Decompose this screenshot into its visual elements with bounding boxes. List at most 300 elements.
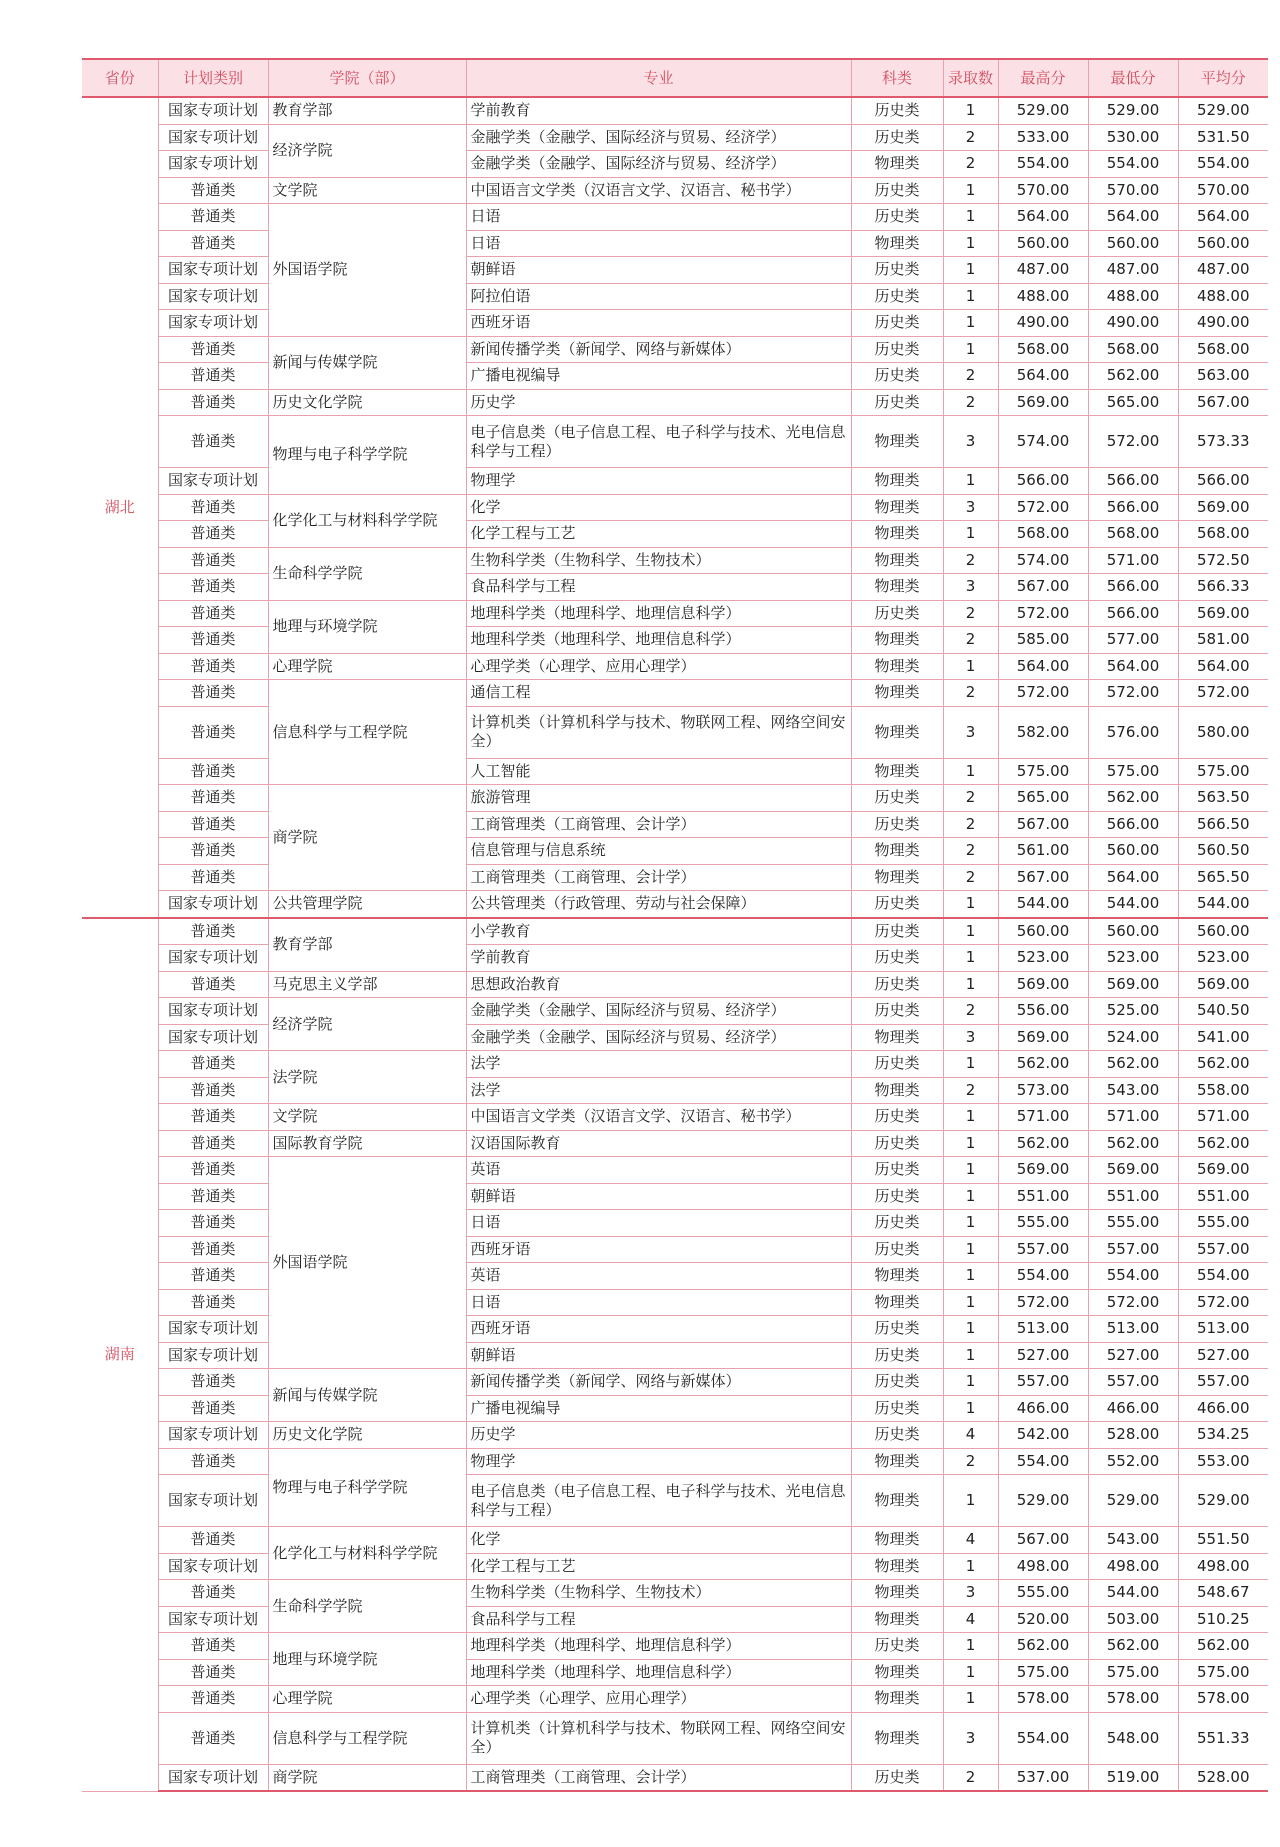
major-cell: 中国语言文学类（汉语言文学、汉语言、秘书学） [466,1104,851,1131]
max-score-cell: 569.00 [998,1024,1088,1051]
subject-cell: 历史类 [851,177,943,204]
count-cell: 1 [943,1342,998,1369]
plan-cell: 普通类 [158,521,268,548]
header-max: 最高分 [998,59,1088,97]
subject-cell: 物理类 [851,680,943,707]
max-score-cell: 561.00 [998,838,1088,865]
plan-cell: 普通类 [158,1580,268,1607]
table-row [82,1764,1268,1791]
subject-cell: 物理类 [851,653,943,680]
college-cell: 化学化工与材料科学学院 [268,1527,466,1580]
table-row [82,363,1268,390]
max-score-cell: 572.00 [998,494,1088,521]
major-cell: 食品科学与工程 [466,1606,851,1633]
college-cell: 心理学院 [268,653,466,680]
college-cell: 物理与电子科学学院 [268,1448,466,1527]
plan-cell: 国家专项计划 [158,1316,268,1343]
subject-cell: 历史类 [851,1369,943,1396]
min-score-cell: 564.00 [1088,204,1178,231]
major-cell: 历史学 [466,1422,851,1449]
max-score-cell: 562.00 [998,1130,1088,1157]
count-cell: 2 [943,151,998,178]
major-cell: 化学 [466,494,851,521]
min-score-cell: 578.00 [1088,1686,1178,1713]
min-score-cell: 566.00 [1088,811,1178,838]
count-cell: 1 [943,971,998,998]
avg-score-cell: 528.00 [1178,1764,1268,1791]
min-score-cell: 552.00 [1088,1448,1178,1475]
count-cell: 2 [943,785,998,812]
max-score-cell: 562.00 [998,1051,1088,1078]
count-cell: 2 [943,600,998,627]
major-cell: 历史学 [466,389,851,416]
subject-cell: 历史类 [851,97,943,124]
avg-score-cell: 554.00 [1178,1263,1268,1290]
subject-cell: 物理类 [851,627,943,654]
count-cell: 2 [943,1764,998,1791]
min-score-cell: 488.00 [1088,283,1178,310]
count-cell: 2 [943,680,998,707]
subject-cell: 历史类 [851,124,943,151]
count-cell: 1 [943,1236,998,1263]
subject-cell: 物理类 [851,1448,943,1475]
table-row [82,1157,1268,1184]
table-row [82,653,1268,680]
max-score-cell: 568.00 [998,521,1088,548]
min-score-cell: 527.00 [1088,1342,1178,1369]
plan-cell: 普通类 [158,1130,268,1157]
major-cell: 电子信息类（电子信息工程、电子科学与技术、光电信息科学与工程） [466,1475,851,1527]
major-cell: 学前教育 [466,97,851,124]
plan-cell: 普通类 [158,1157,268,1184]
max-score-cell: 554.00 [998,1263,1088,1290]
max-score-cell: 571.00 [998,1104,1088,1131]
min-score-cell: 569.00 [1088,971,1178,998]
count-cell: 1 [943,1475,998,1527]
count-cell: 1 [943,257,998,284]
min-score-cell: 530.00 [1088,124,1178,151]
plan-cell: 普通类 [158,1686,268,1713]
college-cell: 商学院 [268,785,466,891]
plan-cell: 普通类 [158,547,268,574]
count-cell: 2 [943,124,998,151]
plan-cell: 国家专项计划 [158,257,268,284]
count-cell: 1 [943,468,998,495]
major-cell: 西班牙语 [466,1236,851,1263]
subject-cell: 历史类 [851,1104,943,1131]
count-cell: 1 [943,1289,998,1316]
min-score-cell: 566.00 [1088,494,1178,521]
table-row [82,600,1268,627]
plan-cell: 国家专项计划 [158,310,268,337]
min-score-cell: 503.00 [1088,1606,1178,1633]
table-row [82,706,1268,758]
plan-cell: 国家专项计划 [158,468,268,495]
table-row [82,1448,1268,1475]
min-score-cell: 523.00 [1088,945,1178,972]
max-score-cell: 555.00 [998,1580,1088,1607]
min-score-cell: 555.00 [1088,1210,1178,1237]
plan-cell: 普通类 [158,1448,268,1475]
table-row [82,1686,1268,1713]
count-cell: 1 [943,310,998,337]
avg-score-cell: 564.00 [1178,204,1268,231]
subject-cell: 历史类 [851,204,943,231]
count-cell: 3 [943,574,998,601]
subject-cell: 物理类 [851,494,943,521]
table-row [82,1527,1268,1554]
avg-score-cell: 553.00 [1178,1448,1268,1475]
max-score-cell: 554.00 [998,1448,1088,1475]
table-row [82,1263,1268,1290]
min-score-cell: 569.00 [1088,1157,1178,1184]
plan-cell: 普通类 [158,758,268,785]
count-cell: 3 [943,494,998,521]
subject-cell: 历史类 [851,310,943,337]
subject-cell: 物理类 [851,1580,943,1607]
subject-cell: 物理类 [851,1659,943,1686]
avg-score-cell: 540.50 [1178,998,1268,1025]
table-row [82,1475,1268,1527]
major-cell: 日语 [466,1289,851,1316]
avg-score-cell: 581.00 [1178,627,1268,654]
plan-cell: 普通类 [158,204,268,231]
avg-score-cell: 554.00 [1178,151,1268,178]
count-cell: 1 [943,891,998,918]
plan-cell: 普通类 [158,918,268,945]
avg-score-cell: 490.00 [1178,310,1268,337]
major-cell: 日语 [466,1210,851,1237]
avg-score-cell: 566.33 [1178,574,1268,601]
table-row [82,389,1268,416]
count-cell: 1 [943,1183,998,1210]
min-score-cell: 513.00 [1088,1316,1178,1343]
table-row [82,494,1268,521]
subject-cell: 历史类 [851,1395,943,1422]
max-score-cell: 572.00 [998,600,1088,627]
subject-cell: 物理类 [851,1712,943,1764]
avg-score-cell: 541.00 [1178,1024,1268,1051]
subject-cell: 物理类 [851,1077,943,1104]
count-cell: 1 [943,1553,998,1580]
subject-cell: 历史类 [851,257,943,284]
min-score-cell: 572.00 [1088,416,1178,468]
major-cell: 新闻传播学类（新闻学、网络与新媒体） [466,336,851,363]
table-row [82,1316,1268,1343]
count-cell: 2 [943,363,998,390]
plan-cell: 普通类 [158,363,268,390]
subject-cell: 物理类 [851,1024,943,1051]
max-score-cell: 533.00 [998,124,1088,151]
plan-cell: 普通类 [158,1289,268,1316]
count-cell: 1 [943,1659,998,1686]
max-score-cell: 578.00 [998,1686,1088,1713]
min-score-cell: 571.00 [1088,1104,1178,1131]
major-cell: 日语 [466,230,851,257]
table-row [82,680,1268,707]
major-cell: 地理科学类（地理科学、地理信息科学） [466,627,851,654]
count-cell: 1 [943,1210,998,1237]
min-score-cell: 554.00 [1088,151,1178,178]
avg-score-cell: 563.50 [1178,785,1268,812]
min-score-cell: 490.00 [1088,310,1178,337]
avg-score-cell: 580.00 [1178,706,1268,758]
major-cell: 生物科学类（生物科学、生物技术） [466,1580,851,1607]
max-score-cell: 488.00 [998,283,1088,310]
count-cell: 4 [943,1422,998,1449]
college-cell: 教育学部 [268,918,466,972]
major-cell: 小学教育 [466,918,851,945]
max-score-cell: 529.00 [998,1475,1088,1527]
subject-cell: 物理类 [851,706,943,758]
table-row [82,1236,1268,1263]
plan-cell: 普通类 [158,600,268,627]
subject-cell: 物理类 [851,1686,943,1713]
max-score-cell: 582.00 [998,706,1088,758]
avg-score-cell: 572.00 [1178,1289,1268,1316]
college-cell: 新闻与传媒学院 [268,1369,466,1422]
subject-cell: 历史类 [851,1051,943,1078]
plan-cell: 普通类 [158,1077,268,1104]
major-cell: 法学 [466,1077,851,1104]
subject-cell: 物理类 [851,1606,943,1633]
plan-cell: 普通类 [158,1369,268,1396]
max-score-cell: 570.00 [998,177,1088,204]
max-score-cell: 575.00 [998,1659,1088,1686]
min-score-cell: 554.00 [1088,1263,1178,1290]
table-row [82,468,1268,495]
subject-cell: 物理类 [851,574,943,601]
table-row [82,283,1268,310]
count-cell: 2 [943,547,998,574]
plan-cell: 普通类 [158,1712,268,1764]
avg-score-cell: 560.00 [1178,230,1268,257]
avg-score-cell: 544.00 [1178,891,1268,918]
max-score-cell: 554.00 [998,1712,1088,1764]
avg-score-cell: 568.00 [1178,336,1268,363]
subject-cell: 历史类 [851,1130,943,1157]
min-score-cell: 577.00 [1088,627,1178,654]
count-cell: 1 [943,336,998,363]
count-cell: 1 [943,1104,998,1131]
table-row [82,1104,1268,1131]
header-avg: 平均分 [1178,59,1268,97]
min-score-cell: 543.00 [1088,1077,1178,1104]
avg-score-cell: 570.00 [1178,177,1268,204]
max-score-cell: 542.00 [998,1422,1088,1449]
table-row [82,1553,1268,1580]
table-row [82,1395,1268,1422]
plan-cell: 普通类 [158,1659,268,1686]
table-row [82,838,1268,865]
table-row [82,998,1268,1025]
college-cell: 历史文化学院 [268,1422,466,1449]
college-cell: 外国语学院 [268,1157,466,1369]
min-score-cell: 543.00 [1088,1527,1178,1554]
count-cell: 1 [943,283,998,310]
count-cell: 2 [943,998,998,1025]
major-cell: 朝鲜语 [466,1342,851,1369]
count-cell: 2 [943,838,998,865]
plan-cell: 普通类 [158,1527,268,1554]
subject-cell: 历史类 [851,998,943,1025]
count-cell: 1 [943,97,998,124]
table-row [82,1130,1268,1157]
max-score-cell: 554.00 [998,151,1088,178]
count-cell: 1 [943,1130,998,1157]
table-row [82,758,1268,785]
table-row [82,1289,1268,1316]
count-cell: 4 [943,1527,998,1554]
count-cell: 1 [943,653,998,680]
plan-cell: 普通类 [158,811,268,838]
min-score-cell: 524.00 [1088,1024,1178,1051]
table-row [82,1369,1268,1396]
plan-cell: 普通类 [158,574,268,601]
plan-cell: 普通类 [158,1633,268,1660]
major-cell: 信息管理与信息系统 [466,838,851,865]
major-cell: 法学 [466,1051,851,1078]
college-cell: 信息科学与工程学院 [268,1712,466,1764]
max-score-cell: 564.00 [998,204,1088,231]
avg-score-cell: 510.25 [1178,1606,1268,1633]
major-cell: 汉语国际教育 [466,1130,851,1157]
plan-cell: 国家专项计划 [158,1764,268,1791]
min-score-cell: 525.00 [1088,998,1178,1025]
table-row [82,257,1268,284]
max-score-cell: 523.00 [998,945,1088,972]
subject-cell: 物理类 [851,1527,943,1554]
header-college: 学院（部） [268,59,466,97]
table-row [82,945,1268,972]
subject-cell: 历史类 [851,389,943,416]
table-row [82,416,1268,468]
min-score-cell: 572.00 [1088,1289,1178,1316]
min-score-cell: 566.00 [1088,468,1178,495]
subject-cell: 物理类 [851,838,943,865]
min-score-cell: 544.00 [1088,891,1178,918]
max-score-cell: 573.00 [998,1077,1088,1104]
max-score-cell: 575.00 [998,758,1088,785]
subject-cell: 物理类 [851,416,943,468]
table-row [82,310,1268,337]
max-score-cell: 557.00 [998,1236,1088,1263]
min-score-cell: 487.00 [1088,257,1178,284]
count-cell: 3 [943,1712,998,1764]
header-plan: 计划类别 [158,59,268,97]
major-cell: 日语 [466,204,851,231]
avg-score-cell: 562.00 [1178,1633,1268,1660]
major-cell: 金融学类（金融学、国际经济与贸易、经济学） [466,151,851,178]
max-score-cell: 569.00 [998,389,1088,416]
table-row [82,1342,1268,1369]
avg-score-cell: 466.00 [1178,1395,1268,1422]
province-cell: 湖南 [82,918,158,1792]
count-cell: 1 [943,1633,998,1660]
subject-cell: 历史类 [851,945,943,972]
plan-cell: 普通类 [158,785,268,812]
subject-cell: 历史类 [851,1236,943,1263]
major-cell: 地理科学类（地理科学、地理信息科学） [466,1633,851,1660]
max-score-cell: 529.00 [998,97,1088,124]
plan-cell: 国家专项计划 [158,1024,268,1051]
plan-cell: 国家专项计划 [158,283,268,310]
college-cell: 教育学部 [268,97,466,124]
subject-cell: 历史类 [851,600,943,627]
major-cell: 化学工程与工艺 [466,521,851,548]
plan-cell: 国家专项计划 [158,1475,268,1527]
min-score-cell: 551.00 [1088,1183,1178,1210]
min-score-cell: 529.00 [1088,1475,1178,1527]
plan-cell: 国家专项计划 [158,151,268,178]
count-cell: 1 [943,1157,998,1184]
min-score-cell: 564.00 [1088,653,1178,680]
count-cell: 1 [943,1369,998,1396]
table-row [82,97,1268,124]
avg-score-cell: 568.00 [1178,521,1268,548]
plan-cell: 普通类 [158,653,268,680]
province-cell: 湖北 [82,97,158,918]
major-cell: 地理科学类（地理科学、地理信息科学） [466,600,851,627]
subject-cell: 物理类 [851,864,943,891]
table-row [82,547,1268,574]
max-score-cell: 567.00 [998,811,1088,838]
avg-score-cell: 571.00 [1178,1104,1268,1131]
avg-score-cell: 564.00 [1178,653,1268,680]
count-cell: 3 [943,416,998,468]
plan-cell: 普通类 [158,230,268,257]
plan-cell: 普通类 [158,1263,268,1290]
subject-cell: 历史类 [851,1316,943,1343]
max-score-cell: 527.00 [998,1342,1088,1369]
table-row [82,336,1268,363]
avg-score-cell: 566.50 [1178,811,1268,838]
subject-cell: 历史类 [851,1183,943,1210]
min-score-cell: 568.00 [1088,336,1178,363]
avg-score-cell: 534.25 [1178,1422,1268,1449]
subject-cell: 历史类 [851,1342,943,1369]
table-row [82,1580,1268,1607]
table-row [82,1633,1268,1660]
college-cell: 化学化工与材料科学学院 [268,494,466,547]
major-cell: 化学 [466,1527,851,1554]
major-cell: 阿拉伯语 [466,283,851,310]
major-cell: 朝鲜语 [466,257,851,284]
major-cell: 计算机类（计算机科学与技术、物联网工程、网络空间安全） [466,1712,851,1764]
max-score-cell: 569.00 [998,971,1088,998]
table-row [82,1210,1268,1237]
avg-score-cell: 569.00 [1178,1157,1268,1184]
plan-cell: 国家专项计划 [158,1606,268,1633]
min-score-cell: 560.00 [1088,918,1178,945]
subject-cell: 历史类 [851,1422,943,1449]
major-cell: 金融学类（金融学、国际经济与贸易、经济学） [466,1024,851,1051]
table-row [82,1712,1268,1764]
max-score-cell: 487.00 [998,257,1088,284]
table-row [82,627,1268,654]
subject-cell: 历史类 [851,785,943,812]
subject-cell: 物理类 [851,1289,943,1316]
college-cell: 历史文化学院 [268,389,466,416]
college-cell: 地理与环境学院 [268,1633,466,1686]
table-row [82,1183,1268,1210]
plan-cell: 普通类 [158,336,268,363]
max-score-cell: 585.00 [998,627,1088,654]
max-score-cell: 564.00 [998,653,1088,680]
avg-score-cell: 567.00 [1178,389,1268,416]
min-score-cell: 544.00 [1088,1580,1178,1607]
min-score-cell: 562.00 [1088,1130,1178,1157]
